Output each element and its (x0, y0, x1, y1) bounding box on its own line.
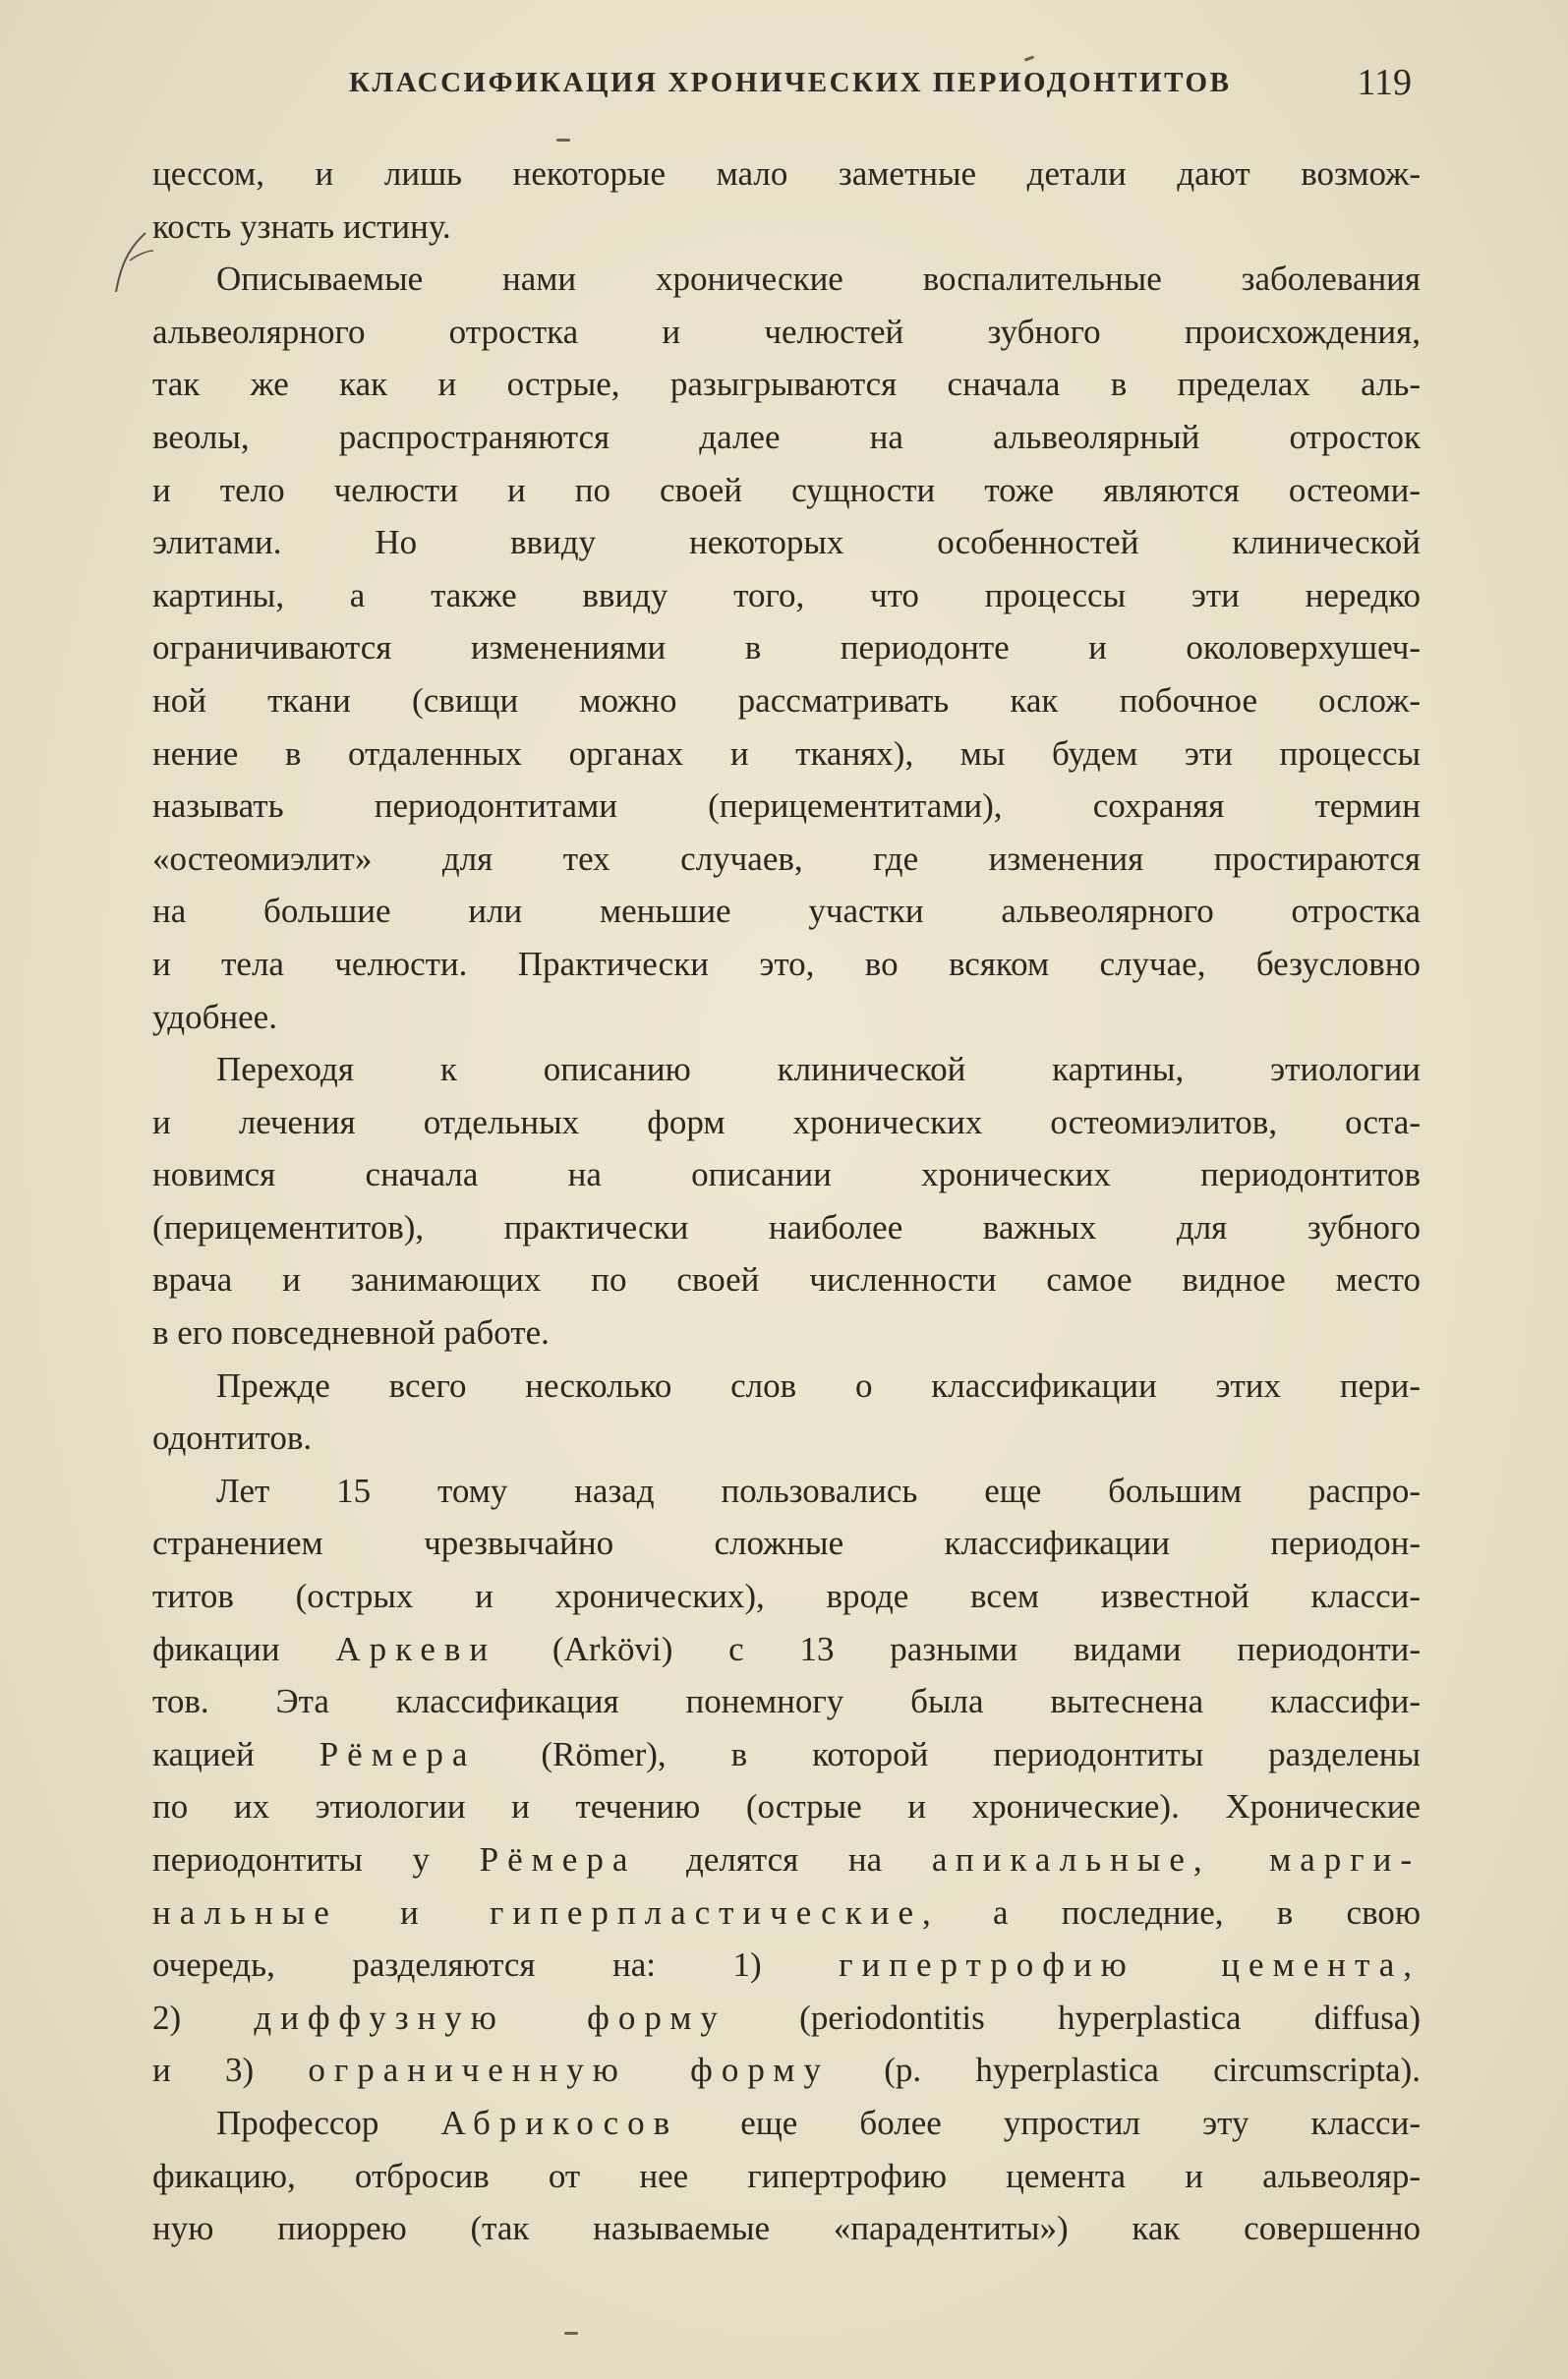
text-segment: очередь, разделяются на: 1) (152, 1945, 840, 1985)
text-segment: (p. hyperplastica circumscripta). (829, 2051, 1421, 2090)
text-line (152, 2097, 1421, 2150)
text-line: ограничиваются изменениями в периодонте и околоверхушеч- (152, 628, 1421, 667)
text-line: называть периодонтитами (перицементитами), сохраняя термин (152, 786, 1421, 826)
text-line: Лет 15 тому назад пользовались еще большим распро- (216, 1471, 1421, 1510)
running-title: КЛАССИФИКАЦИЯ ХРОНИЧЕСКИХ ПЕРИОДОНТИТОВ (349, 67, 1232, 98)
text-segment: кацией (152, 1734, 319, 1773)
text-line: одонтитов. (152, 1419, 313, 1458)
spaced-emphasis: Абрикосов (440, 2103, 679, 2142)
text-line: Описываемые нами хронические воспалительные заболевания (216, 260, 1421, 299)
text-line: цессом, и лишь некоторые мало заметные детали дают возмож- (152, 154, 1421, 193)
text-line: и лечения отдельных форм хронических остеомиэлитов, оста- (152, 1102, 1421, 1141)
text-segment: фикации (152, 1629, 336, 1668)
text-line: титов (острых и хронических), вроде всем известной класси- (152, 1577, 1421, 1616)
spaced-emphasis: Рёмера (319, 1734, 477, 1773)
text-line (152, 1728, 1421, 1781)
spaced-emphasis: диффузную форму (254, 1998, 726, 2037)
text-line: ную пиоррею (так называемые «парадентиты») как совершенно (152, 2209, 1421, 2248)
text-segment: периодонтиты у (152, 1840, 480, 1879)
text-line: на большие или меньшие участки альвеолярного отростка (152, 892, 1421, 931)
text-segment: и 3) (152, 2051, 309, 2090)
text-line (152, 2044, 1421, 2097)
text-line (152, 1833, 1421, 1886)
text-line (152, 1939, 1421, 1992)
text-line: нение в отдаленных органах и тканях), мы будем эти процессы (152, 733, 1421, 773)
page-number: 119 (1357, 62, 1412, 103)
print-speck (564, 2332, 578, 2335)
text-line: Прежде всего несколько слов о классификации этих пери- (216, 1365, 1421, 1405)
text-line: Переходя к описанию клинической картины, этиологии (216, 1050, 1421, 1089)
text-line (152, 1886, 1421, 1940)
text-line (152, 1623, 1421, 1676)
text-line: кость узнать истину. (152, 206, 451, 246)
text-line: фикацию, отбросив от нее гипертрофию цемента и альвеоляр- (152, 2156, 1421, 2195)
spaced-emphasis: гипертрофию цемента, (839, 1945, 1421, 1985)
text-line: новимся сначала на описании хронических периодонтитов (152, 1155, 1421, 1194)
spaced-emphasis: Рёмера (479, 1840, 637, 1879)
text-segment: 2) (152, 1998, 255, 2037)
running-head (147, 61, 1425, 110)
text-segment: делятся на (636, 1840, 932, 1879)
body-text (152, 147, 1421, 2255)
text-line: элитами. Но ввиду некоторых особенностей клинической (152, 523, 1421, 562)
print-speck (556, 139, 570, 142)
spaced-emphasis: ограниченную форму (308, 2051, 830, 2090)
spaced-emphasis: нальные и гиперпластические, (152, 1892, 940, 1932)
spaced-emphasis: апикальные, марги- (931, 1840, 1421, 1879)
text-line: так же как и острые, разыгрываются сначала в пределах аль- (152, 365, 1421, 404)
text-line: странением чрезвычайно сложные классификации периодон- (152, 1524, 1421, 1563)
text-line: тов. Эта классификация понемногу была вытеснена классифи- (152, 1682, 1421, 1721)
text-segment: (periodontitis hyperplastica diffusa) (726, 1998, 1421, 2037)
text-line: (перицементитов), практически наиболее важных для зубного (152, 1207, 1421, 1247)
text-line: альвеолярного отростка и челюстей зубного происхождения, (152, 312, 1421, 351)
text-line: и тела челюсти. Практически это, во всяком случае, безусловно (152, 944, 1421, 983)
text-line: удобнее. (152, 997, 277, 1036)
text-line: врача и занимающих по своей численности самое видное место (152, 1260, 1421, 1300)
text-line: веолы, распространяются далее на альвеолярный отросток (152, 417, 1421, 456)
text-line: «остеомиэлит» для тех случаев, где изменения простираются (152, 839, 1421, 878)
spaced-emphasis: Аркеви (335, 1629, 497, 1668)
text-line: в его повседневной работе. (152, 1313, 550, 1353)
text-segment: еще более упростил эту класси- (678, 2103, 1421, 2142)
text-line: и тело челюсти и по своей сущности тоже являются остеоми- (152, 470, 1421, 509)
text-segment: (Römer), в которой периодонтиты разделены (476, 1734, 1421, 1773)
text-line: по их этиологии и течению (острые и хронические). Хронические (152, 1787, 1421, 1827)
text-segment: (Arkövi) с 13 разными видами периодонти- (496, 1629, 1422, 1668)
text-line: ной ткани (свищи можно рассматривать как побочное ослож- (152, 680, 1421, 720)
pencil-mark-icon (106, 221, 157, 300)
text-segment: Профессор (216, 2103, 441, 2142)
text-line: картины, а также ввиду того, что процессы эти нередко (152, 575, 1421, 614)
text-line (152, 1992, 1421, 2045)
text-segment: а последние, в свою (939, 1892, 1422, 1932)
